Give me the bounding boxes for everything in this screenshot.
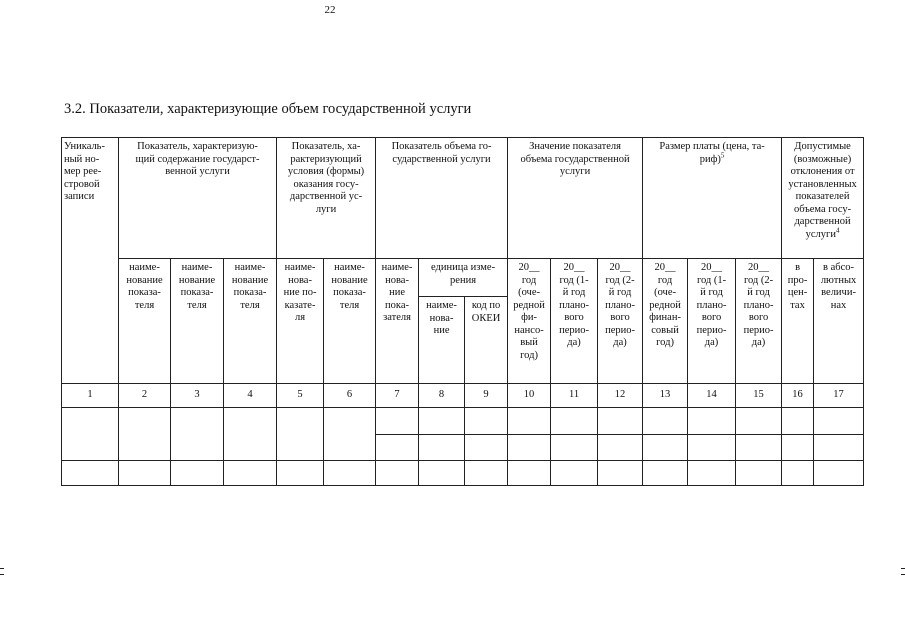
header-content-indicator: Показатель, характеризую- щий содержание государст- венной услуги xyxy=(119,138,277,259)
header-row-top xyxy=(62,138,864,259)
column-number: 6 xyxy=(324,384,376,408)
empty-cell xyxy=(508,408,551,435)
header-conditions-indicator: Показатель, ха- рактеризующий условия (формы) оказания госу- дарственной ус- луги xyxy=(277,138,376,259)
empty-cell xyxy=(643,435,688,461)
empty-cell xyxy=(171,408,224,461)
subheader-fee-year-2: 20__ год (1- й год плано- вого перио- да) xyxy=(688,259,736,384)
empty-cell xyxy=(419,408,465,435)
empty-cell xyxy=(465,435,508,461)
empty-cell xyxy=(643,461,688,486)
empty-cell xyxy=(119,461,171,486)
empty-cell xyxy=(736,461,782,486)
empty-cell xyxy=(419,435,465,461)
empty-cell xyxy=(643,408,688,435)
empty-cell xyxy=(376,435,419,461)
header-fee xyxy=(643,138,782,259)
empty-cell xyxy=(598,461,643,486)
subheader-content-name-2: наиме- нование показа- теля xyxy=(171,259,224,384)
empty-cell xyxy=(119,408,171,461)
subheader-value-year-3: 20__ год (2- й год плано- вого перио- да) xyxy=(598,259,643,384)
header-row-middle xyxy=(62,259,864,297)
empty-cell xyxy=(551,435,598,461)
column-number: 13 xyxy=(643,384,688,408)
empty-cell xyxy=(814,408,864,435)
section-title: 3.2. Показатели, характеризующие объем государственной услуги xyxy=(64,101,472,117)
left-edge-mark xyxy=(0,574,4,575)
header-registry-number: Уникаль- ный но- мер рее- стровой записи xyxy=(62,138,119,384)
empty-cell xyxy=(688,408,736,435)
empty-cell xyxy=(376,461,419,486)
empty-cell xyxy=(688,461,736,486)
column-number: 15 xyxy=(736,384,782,408)
column-number: 1 xyxy=(62,384,119,408)
column-number: 4 xyxy=(224,384,277,408)
empty-cell xyxy=(551,408,598,435)
subheader-unit-okei-code: код по ОКЕИ xyxy=(465,297,508,384)
column-number: 9 xyxy=(465,384,508,408)
empty-cell xyxy=(736,408,782,435)
column-number: 5 xyxy=(277,384,324,408)
subheader-fee-year-3: 20__ год (2- й год плано- вого перио- да) xyxy=(736,259,782,384)
empty-cell xyxy=(277,408,324,461)
empty-cell xyxy=(465,408,508,435)
subheader-unit: единица изме- рения xyxy=(419,259,508,297)
empty-cell xyxy=(598,408,643,435)
header-fee-text: Размер платы (цена, та- риф) xyxy=(659,141,765,165)
header-volume-indicator: Показатель объема го- сударственной услуги xyxy=(376,138,508,259)
empty-cell xyxy=(814,435,864,461)
subheader-fee-year-1: 20__ год (оче- редной финан- совый год) xyxy=(643,259,688,384)
empty-cell xyxy=(62,461,119,486)
header-indicator-value: Значение показателя объема государственной услуги xyxy=(508,138,643,259)
column-number: 14 xyxy=(688,384,736,408)
empty-cell xyxy=(551,461,598,486)
empty-cell xyxy=(782,408,814,435)
subheader-deviation-percent: в про- цен- тах xyxy=(782,259,814,384)
empty-cell xyxy=(782,461,814,486)
column-number: 7 xyxy=(376,384,419,408)
footnote-mark: 5 xyxy=(720,151,725,159)
subheader-content-name-3: наиме- нование показа- теля xyxy=(224,259,277,384)
subheader-value-year-1: 20__ год (оче- редной фи- нансо- вый год) xyxy=(508,259,551,384)
column-number: 2 xyxy=(119,384,171,408)
column-number-row xyxy=(62,384,864,408)
subheader-deviation-absolute: в абсо- лютных величи- нах xyxy=(814,259,864,384)
column-number: 3 xyxy=(171,384,224,408)
column-number: 16 xyxy=(782,384,814,408)
page-number: 22 xyxy=(324,4,336,16)
right-edge-mark xyxy=(901,568,905,569)
header-allowed-deviation xyxy=(782,138,864,259)
empty-cell xyxy=(465,461,508,486)
volume-indicators-table xyxy=(61,137,864,486)
empty-cell xyxy=(782,435,814,461)
subheader-condition-name-1: наиме- нова- ние по- казате- ля xyxy=(277,259,324,384)
subheader-content-name-1: наиме- нование показа- теля xyxy=(119,259,171,384)
table-row xyxy=(62,461,864,486)
column-number: 11 xyxy=(551,384,598,408)
empty-cell xyxy=(598,435,643,461)
empty-cell xyxy=(277,461,324,486)
empty-cell xyxy=(508,461,551,486)
subheader-volume-name: наиме- нова- ние пока- зателя xyxy=(376,259,419,384)
subheader-condition-name-2: наиме- нование показа- теля xyxy=(324,259,376,384)
empty-cell xyxy=(224,461,277,486)
column-number: 10 xyxy=(508,384,551,408)
left-edge-mark xyxy=(0,568,4,569)
empty-cell xyxy=(508,435,551,461)
table-row xyxy=(62,408,864,435)
empty-cell xyxy=(324,408,376,461)
empty-cell xyxy=(419,461,465,486)
empty-cell xyxy=(736,435,782,461)
empty-cell xyxy=(62,408,119,461)
header-deviation-text: Допустимые (возможные) отклонения от установленных показателей объема госу- дарственной услуги xyxy=(788,141,857,240)
right-edge-mark xyxy=(901,574,905,575)
footnote-mark: 4 xyxy=(835,226,840,234)
column-number: 17 xyxy=(814,384,864,408)
empty-cell xyxy=(814,461,864,486)
empty-cell xyxy=(376,408,419,435)
empty-cell xyxy=(171,461,224,486)
subheader-value-year-2: 20__ год (1- й год плано- вого перио- да) xyxy=(551,259,598,384)
empty-cell xyxy=(688,435,736,461)
empty-cell xyxy=(224,408,277,461)
column-number: 8 xyxy=(419,384,465,408)
subheader-unit-name: наиме- нова- ние xyxy=(419,297,465,384)
column-number: 12 xyxy=(598,384,643,408)
empty-cell xyxy=(324,461,376,486)
